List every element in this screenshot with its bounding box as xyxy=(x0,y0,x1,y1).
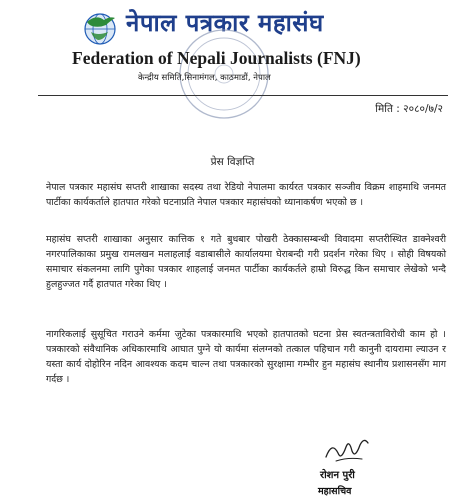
handwritten-signature-icon xyxy=(322,435,372,465)
signatory-title: महासचिव xyxy=(318,486,352,497)
organization-name-english: Federation of Nepali Journalists (FNJ) xyxy=(72,48,361,68)
letterhead-divider xyxy=(38,95,448,96)
document-date: मिति : २०८०/७/२ xyxy=(375,103,443,115)
body-paragraph-1: नेपाल पत्रकार महासंघ सप्तरी शाखाका सदस्य तथा रेडियो नेपालमा कार्यरत पत्रकार सञ्जीव विक्रम शाहमाथि जनमत पार्टीका कार्यकर्ताले हातपात गरेको घटनाप्रति नेपाल पत्रकार महासंघको ध्यानाकर्षण भएको छ । xyxy=(46,182,446,208)
body-paragraph-2: महासंघ सप्तरी शाखाका अनुसार कात्तिक १ गते बुधबार पोखरी ठेक्कासम्बन्धी विवादमा सप्तरीस्थित डाक्नेश्वरी नगरपालिकाका प्रमुख रामलखन मलाहलाई वडाबासीले कार्यालयमा घेराबन्दी गरी प्रदर्शन गरेका थिए । सोही विषयको समाचार संकलनमा लागि पुगेका पत्रकार शाहलाई जनमत पार्टीका कार्यकर्तले हाम्रो विरुद्ध किन समाचार लेखेको भन्दै हुलहुज्जत गर्दै हातपात गरेका थिए । xyxy=(46,234,446,290)
fnj-logo-icon xyxy=(82,10,118,46)
body-paragraph-3: नागरिकलाई सुसूचित गराउने कर्ममा जुटेका पत्रकारमाथि भएको हातपातको घटना प्रेस स्वतन्त्रताविरोधी काम हो । पत्रकारको संवैधानिक अधिकारमाथि आघात पुग्ने यो कार्यमा संलग्नको तत्काल पहिचान गरी कानुनी दायरामा ल्याउन र यस्ता कार्य दोहोरिन नदिन आवश्यक कदम चाल्न तथा पत्रकारको सुरक्षामा गम्भीर हुन महासंघ स्थानीय प्रशासनसँग माग गर्दछ । xyxy=(46,329,446,385)
organization-address: केन्द्रीय समिति,सिनामंगल, काठमाडौं, नेपाल xyxy=(138,73,271,83)
organization-name-nepali: नेपाल पत्रकार महासंघ xyxy=(126,9,324,37)
signatory-name: रोशन पुरी xyxy=(320,470,355,481)
press-release-heading: प्रेस विज्ञप्ति xyxy=(210,156,255,168)
